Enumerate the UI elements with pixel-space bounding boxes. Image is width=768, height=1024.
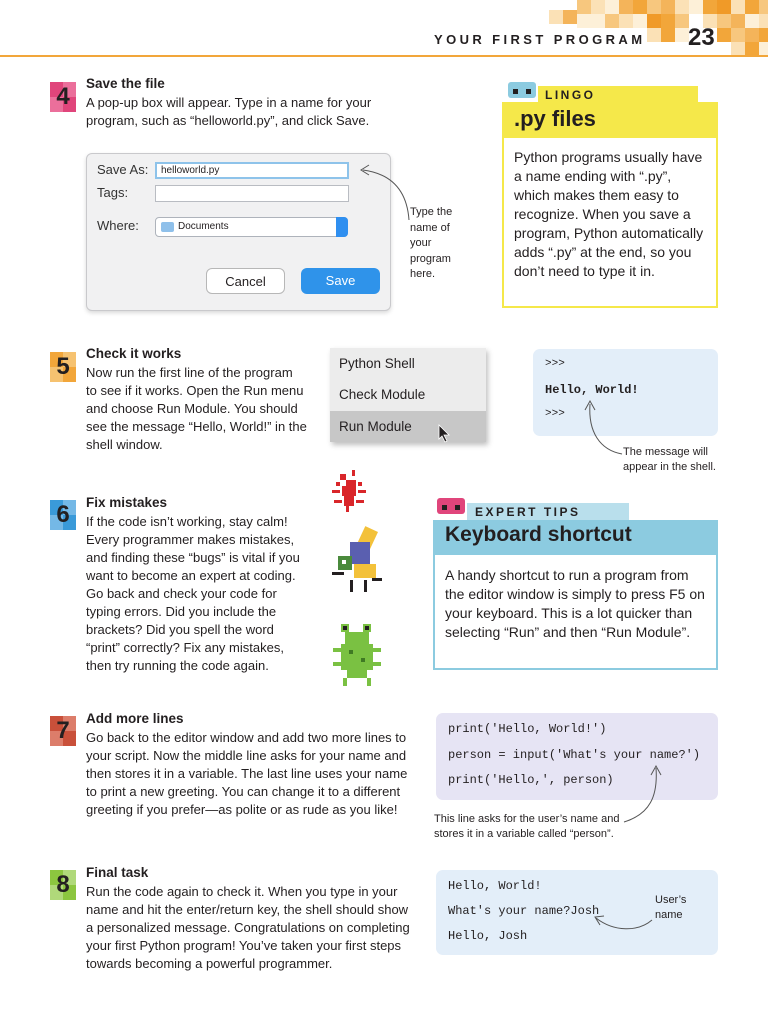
header-pixel — [717, 0, 731, 14]
header-pixel — [759, 14, 768, 28]
shell-line: Hello, World! — [448, 879, 542, 893]
menu-item-python-shell[interactable]: Python Shell — [339, 356, 415, 371]
code-line: print('Hello,', person) — [448, 773, 614, 787]
save-as-input[interactable]: helloworld.py — [155, 162, 349, 179]
dialog-pointer-arrow — [355, 162, 415, 232]
run-menu — [330, 348, 486, 442]
select-stepper-icon — [336, 217, 348, 237]
code-line: person = input('What's your name?') — [448, 748, 701, 762]
step-body-7: Go back to the editor window and add two more lines to your script. Now the middle line asks for your name and then stores it in a variable. The last line uses your name to print a new greeting. You can change it to a different greeting if you prefer—as polite or as rude as you like! — [86, 730, 408, 817]
step-title-6: Fix mistakes — [86, 495, 168, 510]
header-pixel — [759, 28, 768, 42]
step-number-6: 6 — [50, 500, 76, 530]
header-pixel — [619, 14, 633, 28]
where-label: Where: — [97, 218, 139, 233]
tips-body: A handy shortcut to run a program from the editor window is simply to press F5 on your keyboard. This is a lot quicker than selecting “Run” and then “Run Module”. — [445, 567, 705, 640]
shell-line: >>> — [545, 358, 565, 370]
header-pixel — [577, 0, 591, 14]
tips-robot-icon — [433, 496, 469, 516]
step-title-5: Check it works — [86, 346, 182, 361]
header-pixel — [661, 14, 675, 28]
header-pixel — [563, 10, 577, 24]
folder-icon — [161, 222, 174, 232]
page-number: 23 — [688, 24, 715, 51]
shell-pointer-arrow — [578, 396, 628, 458]
header-pixel — [549, 10, 563, 24]
header-pixel — [745, 42, 759, 56]
header-pixel — [605, 0, 619, 14]
name-note: User’s name — [655, 894, 687, 921]
header-pixel — [633, 14, 647, 28]
lingo-robot-icon — [504, 80, 540, 100]
tags-input[interactable] — [155, 185, 349, 202]
code-note: This line asks for the user’s name and stores it in a variable called “person”. — [434, 813, 620, 840]
tips-heading: Keyboard shortcut — [445, 523, 632, 546]
shell-line: What's your name?Josh — [448, 904, 600, 918]
header-pixel — [577, 14, 591, 28]
save-as-label: Save As: — [97, 162, 149, 177]
step-body-5: Now run the first line of the program to see if it works. Open the Run menu and choose Run Module. You should see the message “Hello, World!” in the shell window. — [86, 365, 307, 452]
lingo-body: Python programs usually have a name ending with “.py”, which makes them easy to recognize. When you save a program, Python automatically adds “.py” at the end, so you don’t need to type it in. — [514, 149, 704, 279]
header-pixel — [633, 0, 647, 14]
step-number-5: 5 — [50, 352, 76, 382]
code-line: print('Hello, World!') — [448, 722, 607, 736]
cancel-button[interactable]: Cancel — [206, 268, 285, 294]
header-pixel — [717, 28, 731, 42]
header-pixel — [675, 14, 689, 28]
header-pixel — [661, 28, 675, 42]
header-pixel — [591, 14, 605, 28]
dialog-note: Type the name of your program here. — [410, 206, 453, 280]
header-pixel — [605, 14, 619, 28]
red-bug-icon — [326, 470, 368, 514]
header-pixel — [591, 0, 605, 14]
tips-tag: EXPERT TIPS — [475, 505, 581, 519]
shell-line: Hello, World! — [545, 383, 639, 397]
header-pixel — [731, 42, 745, 56]
step-number-7: 7 — [50, 716, 76, 746]
header-pixel — [759, 42, 768, 56]
header-rule — [0, 55, 768, 57]
save-button[interactable]: Save — [301, 268, 380, 294]
mouse-cursor-icon — [438, 424, 452, 444]
fly-bug-icon — [330, 526, 386, 596]
header-pixel — [759, 0, 768, 14]
step-number-4: 4 — [50, 82, 76, 112]
header-pixel — [675, 0, 689, 14]
step-body-6: If the code isn’t working, stay calm! Every programmer makes mistakes, and finding these “bugs” is vital if you want to become an expert at coding. Go back and check your code for typing errors. Did you include the brackets? Did you spell the word “print” correctly? Fix any mistakes, then try running the code again. — [86, 514, 300, 673]
header-pixel — [619, 0, 633, 14]
step-body-8: Run the code again to check it. When you type in your name and hit the enter/return key, the shell should show a personalized message. Congratulations on completing your first Python program! You’ve taken your first steps towards becoming a powerful programmer. — [86, 884, 410, 971]
header-pixel — [675, 28, 689, 42]
name-pointer-arrow — [590, 908, 656, 938]
step-body-4: A pop-up box will appear. Type in a name for your program, such as “helloworld.py”, and click Save. — [86, 95, 372, 128]
header-pixel — [745, 14, 759, 28]
header-pixel — [731, 0, 745, 14]
shell-note: The message will appear in the shell. — [623, 446, 716, 473]
menu-item-run-module[interactable]: Run Module — [330, 411, 486, 442]
shell-line: >>> — [545, 408, 565, 420]
step-title-8: Final task — [86, 865, 149, 880]
header-pixel — [689, 0, 703, 14]
running-title: YOUR FIRST PROGRAM — [434, 32, 646, 47]
menu-item-check-module[interactable]: Check Module — [339, 387, 426, 402]
header-pixel — [647, 28, 661, 42]
header-pixel — [661, 0, 675, 14]
header-pixel — [731, 14, 745, 28]
lingo-tag: LINGO — [545, 88, 596, 102]
step-number-8: 8 — [50, 870, 76, 900]
code-pointer-arrow — [616, 762, 666, 826]
where-select[interactable]: Documents — [155, 217, 348, 237]
header-pixel — [745, 0, 759, 14]
step-title-4: Save the file — [86, 76, 165, 91]
header-pixel — [745, 28, 759, 42]
header-pixel — [731, 28, 745, 42]
header-pixel — [647, 0, 661, 14]
header-pixel — [717, 14, 731, 28]
shell-line: Hello, Josh — [448, 929, 528, 943]
green-bug-icon — [333, 622, 381, 686]
header-pixel — [703, 0, 717, 14]
tags-label: Tags: — [97, 185, 129, 200]
step-title-7: Add more lines — [86, 711, 184, 726]
lingo-heading: .py files — [514, 106, 596, 131]
header-pixel — [647, 14, 661, 28]
